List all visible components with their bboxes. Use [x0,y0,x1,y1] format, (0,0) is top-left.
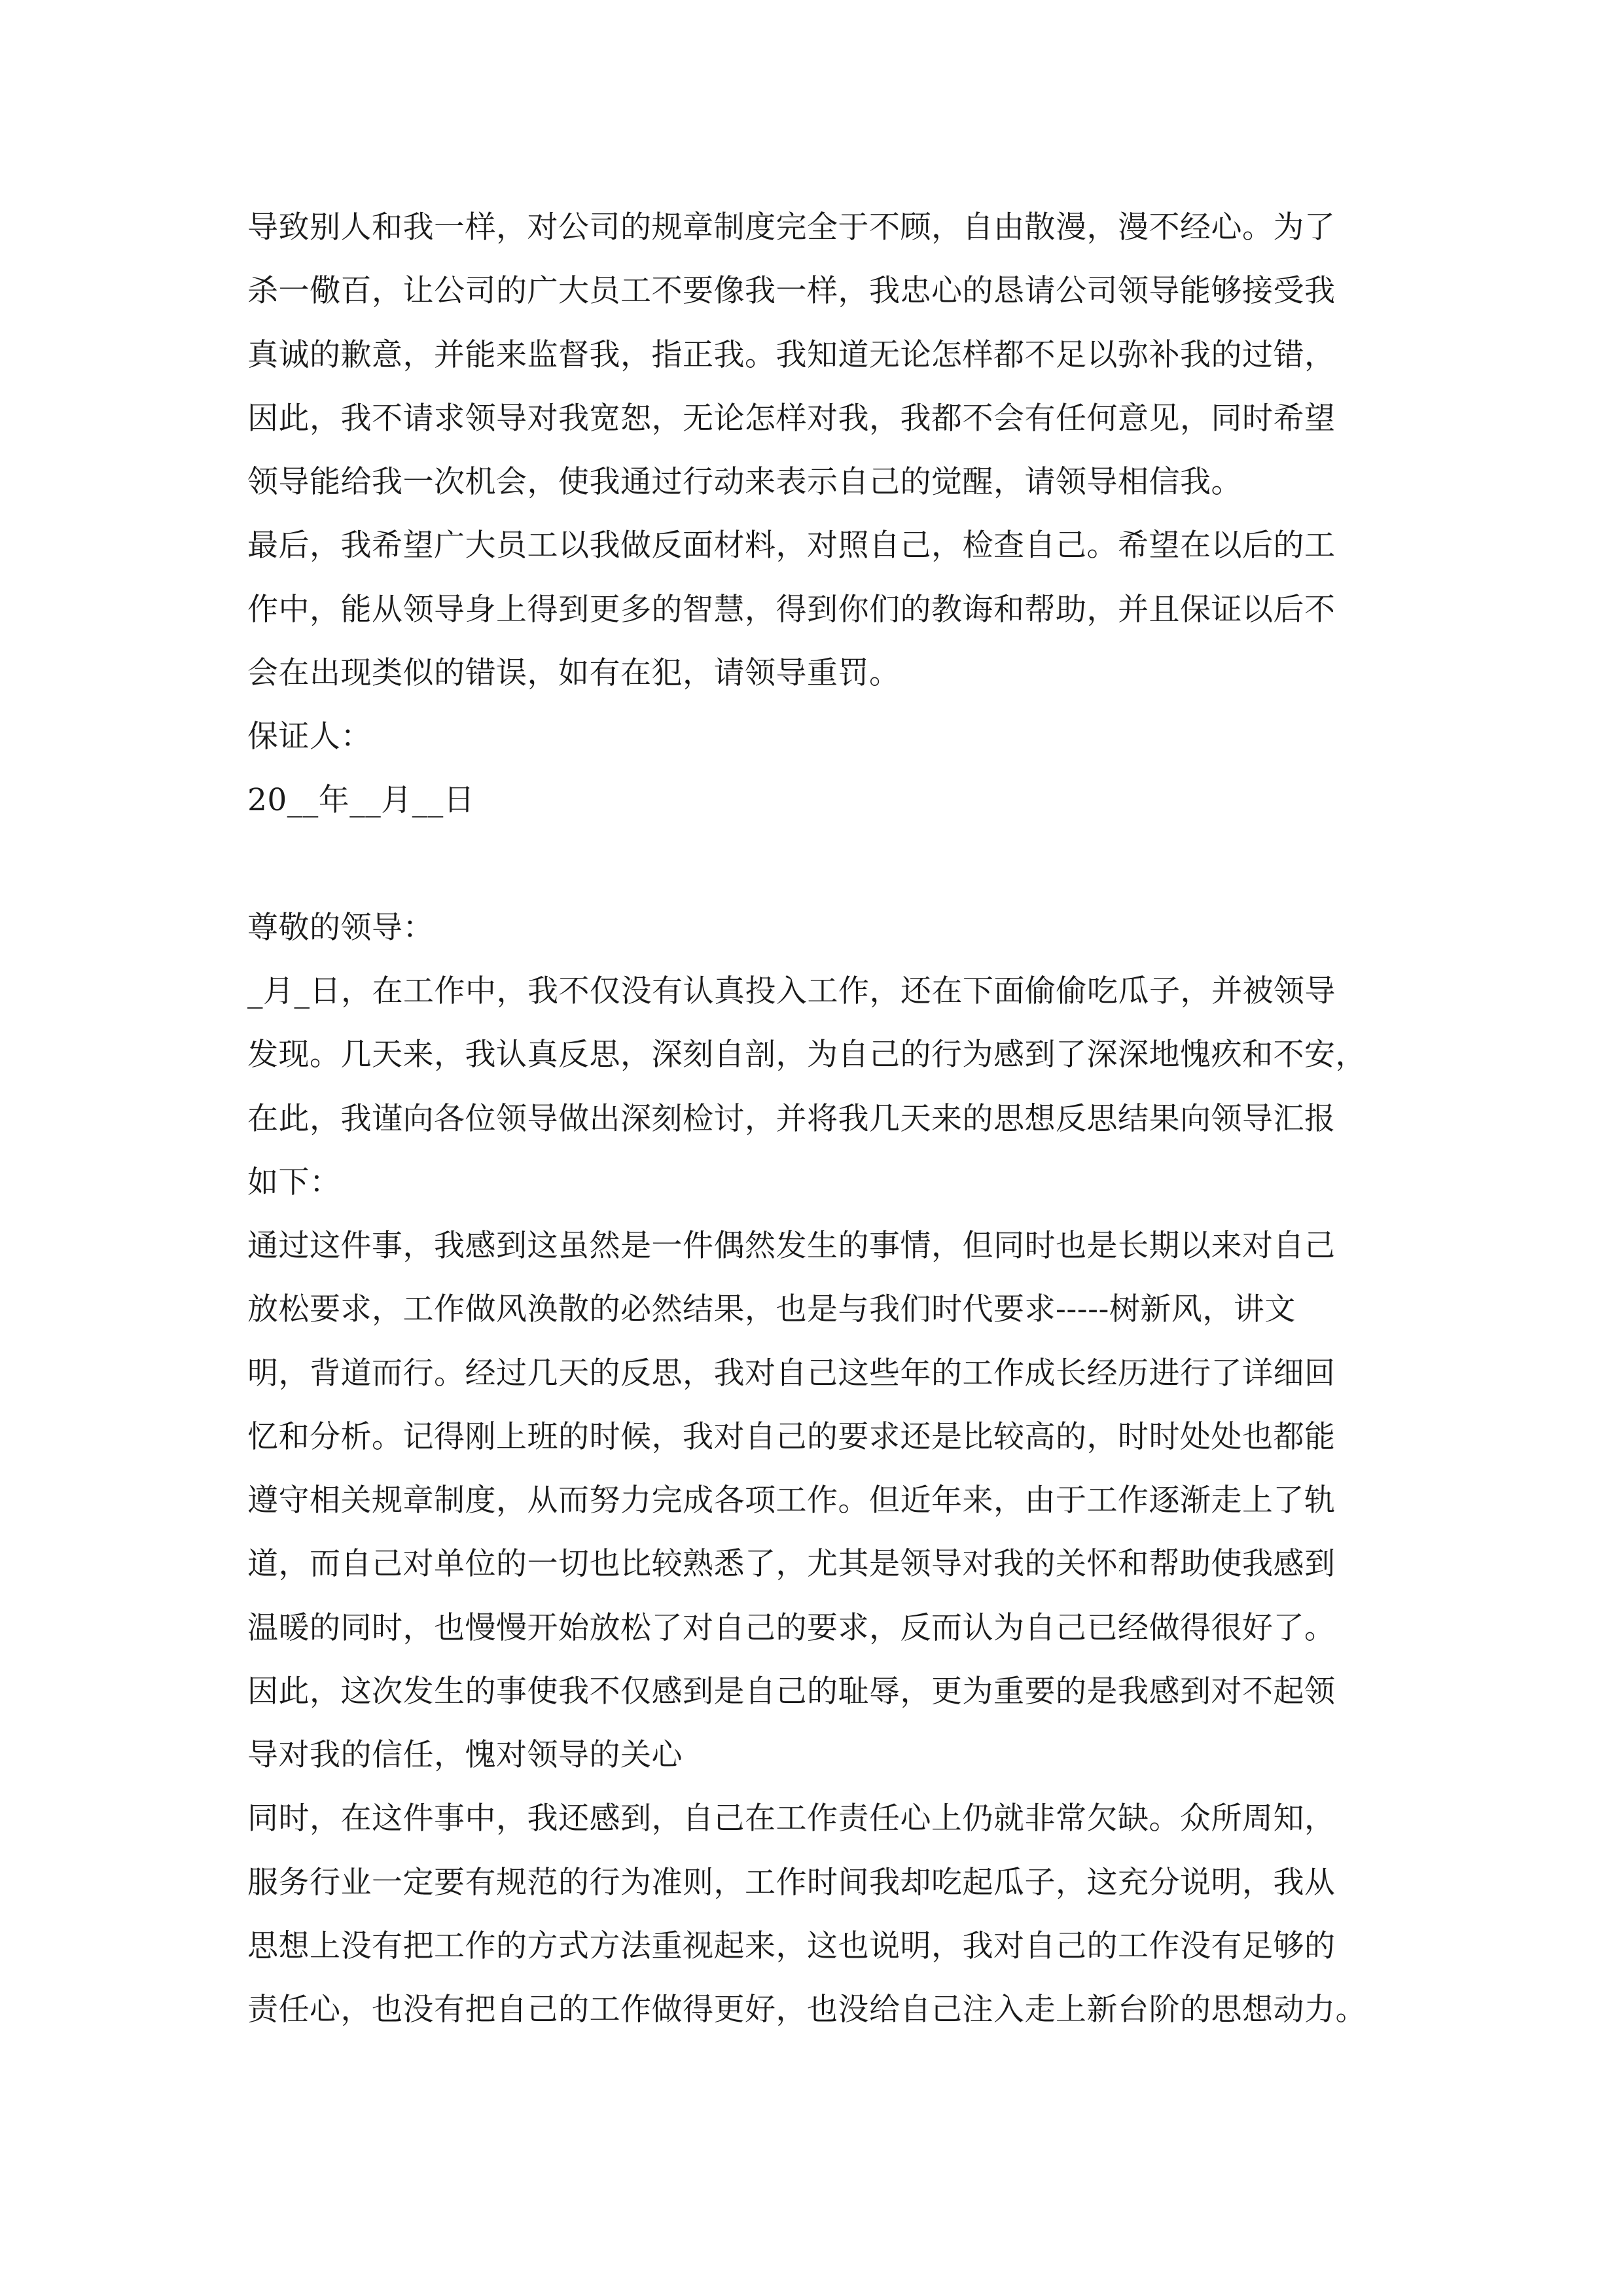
text-line: 因此，这次发生的事使我不仅感到是自己的耻辱，更为重要的是我感到对不起领 [247,1674,1336,1710]
text-line: 同时，在这件事中，我还感到，自己在工作责任心上仍就非常欠缺。众所周知， [247,1801,1336,1837]
text-line: 发现。几天来，我认真反思，深刻自剖，为自己的行为感到了深深地愧疚和不安， [247,1037,1366,1073]
signer-label: 保证人： [247,719,372,755]
text-line: 明，背道而行。经过几天的反思，我对自己这些年的工作成长经历进行了详细回 [247,1355,1336,1391]
text-line: 在此，我谨向各位领导做出深刻检讨，并将我几天来的思想反思结果向领导汇报 [247,1101,1336,1137]
text-line: 遵守相关规章制度，从而努力完成各项工作。但近年来，由于工作逐渐走上了轨 [247,1482,1336,1518]
text-line: 温暖的同时，也慢慢开始放松了对自己的要求，反而认为自己已经做得很好了。 [247,1610,1336,1646]
salutation: 尊敬的领导： [247,910,434,946]
text-line: 杀一儆百，让公司的广大员工不要像我一样，我忠心的恳请公司领导能够接受我 [247,273,1336,309]
text-line: 道，而自己对单位的一切也比较熟悉了，尤其是领导对我的关怀和帮助使我感到 [247,1546,1336,1582]
text-line: 通过这件事，我感到这虽然是一件偶然发生的事情，但同时也是长期以来对自己 [247,1228,1336,1264]
text-line: 如下： [247,1164,341,1200]
text-line: _月_日，在工作中，我不仅没有认真投入工作，还在下面偷偷吃瓜子，并被领导 [247,973,1336,1009]
text-line: 导致别人和我一样，对公司的规章制度完全于不顾，自由散漫，漫不经心。为了 [247,209,1336,245]
text-line: 作中，能从领导身上得到更多的智慧，得到你们的教诲和帮助，并且保证以后不 [247,592,1336,628]
text-line: 思想上没有把工作的方式方法重视起来，这也说明，我对自己的工作没有足够的 [247,1928,1336,1964]
date-line: 20__年__月__日 [247,782,475,818]
text-line: 放松要求，工作做风涣散的必然结果，也是与我们时代要求-----树新风，讲文 [247,1291,1296,1327]
text-line: 领导能给我一次机会，使我通过行动来表示自己的觉醒，请领导相信我。 [247,464,1242,500]
text-line: 责任心，也没有把自己的工作做得更好，也没给自己注入走上新台阶的思想动力。 [247,1992,1366,2028]
text-line: 最后，我希望广大员工以我做反面材料，对照自己，检查自己。希望在以后的工 [247,528,1336,564]
text-line: 会在出现类似的错误，如有在犯，请领导重罚。 [247,655,901,691]
text-line: 导对我的信任，愧对领导的关心 [247,1737,683,1773]
text-line: 忆和分析。记得刚上班的时候，我对自己的要求还是比较高的，时时处处也都能 [247,1419,1336,1455]
text-line: 真诚的歉意，并能来监督我，指正我。我知道无论怎样都不足以弥补我的过错， [247,337,1336,373]
text-line: 服务行业一定要有规范的行为准则，工作时间我却吃起瓜子，这充分说明，我从 [247,1865,1336,1901]
text-line: 因此，我不请求领导对我宽恕，无论怎样对我，我都不会有任何意见，同时希望 [247,401,1336,437]
